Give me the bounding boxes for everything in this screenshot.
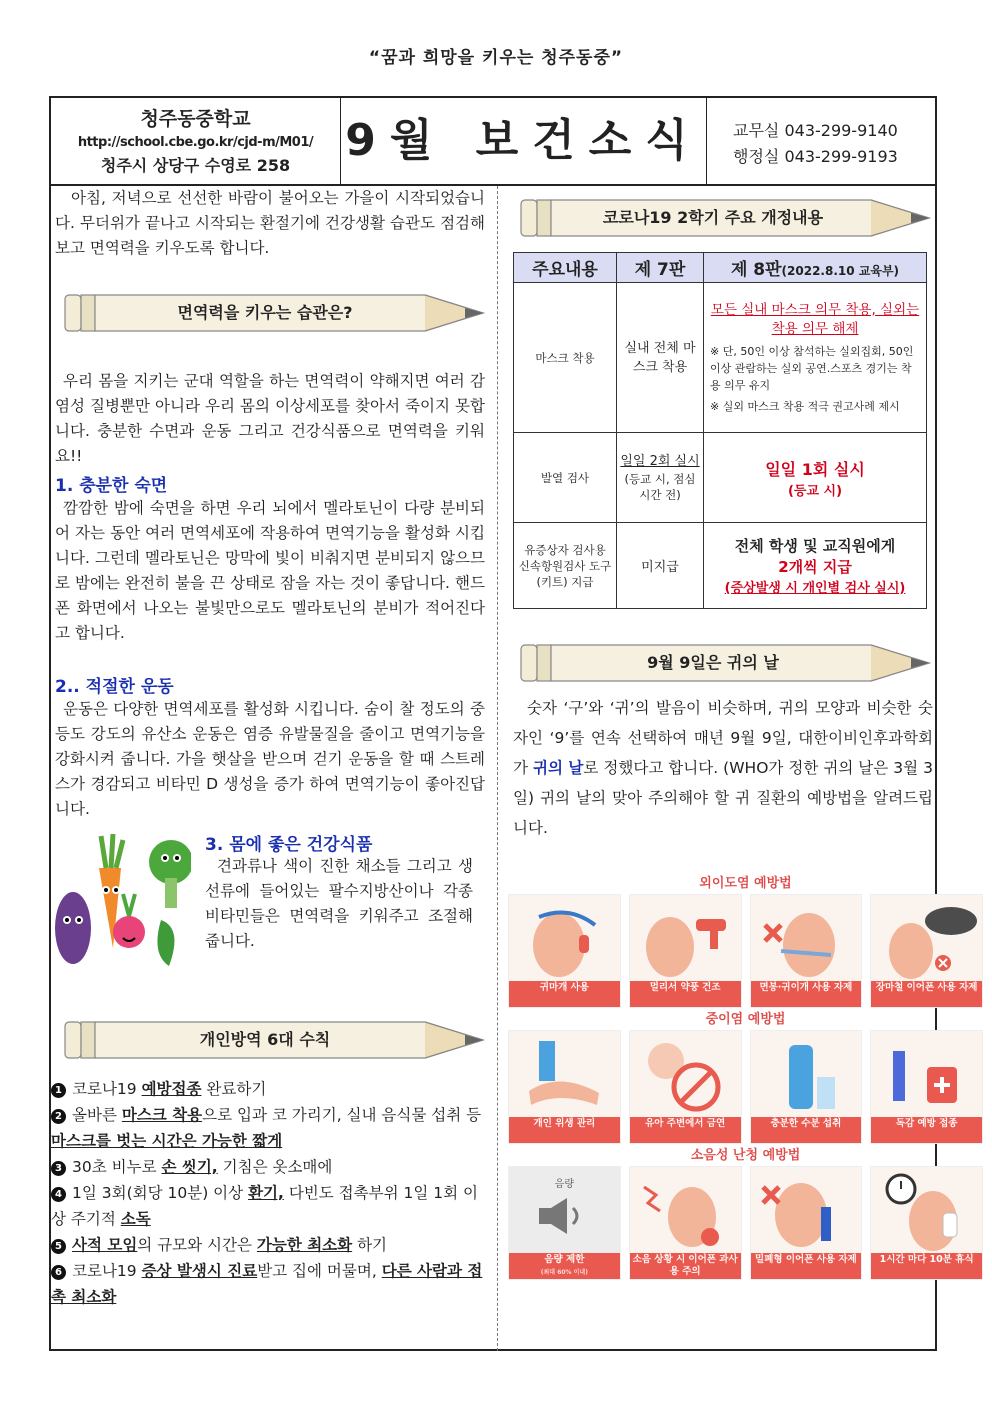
rule-number-badge: 1 bbox=[51, 1083, 66, 1098]
rule-number-badge: 3 bbox=[51, 1161, 66, 1176]
kit-count: 2개씩 지급 bbox=[778, 558, 852, 576]
phone-office: 교무실 043-299-9140 bbox=[733, 121, 898, 140]
prevention-card bbox=[750, 1030, 863, 1144]
phone-admin: 행정실 043-299-9193 bbox=[733, 147, 898, 166]
section-banner-rules bbox=[55, 1010, 487, 1070]
school-name: 청주동중학교 bbox=[140, 108, 251, 130]
table-row-label: 마스크 착용 bbox=[514, 283, 617, 433]
fever-check-old: 일일 2회 실시 bbox=[620, 453, 700, 469]
table-row-label: 발열 검사 bbox=[514, 433, 617, 523]
prevention-card bbox=[870, 1166, 983, 1280]
card-caption: 밀폐형 이어폰 사용 자제 bbox=[751, 1253, 862, 1279]
vegetables-illustration bbox=[51, 828, 191, 978]
rule-text: 하기 bbox=[352, 1236, 388, 1254]
prevention-card bbox=[629, 894, 742, 1008]
food-section bbox=[55, 828, 485, 988]
table-row-label: 유증상자 검사용 신속항원검사 도구(키트) 지급 bbox=[514, 523, 617, 609]
prevention-title: 중이염 예방법 bbox=[705, 1012, 786, 1027]
section-banner-covid bbox=[513, 188, 933, 248]
prevention-card bbox=[508, 1030, 621, 1144]
ear-prevention-infographic bbox=[504, 874, 987, 1280]
prevention-card bbox=[750, 1166, 863, 1280]
prevention-card bbox=[870, 894, 983, 1008]
rule-emphasis: 소독 bbox=[120, 1210, 151, 1228]
card-caption-note: (최대 60% 이내) bbox=[540, 1269, 588, 1276]
prevention-title: 외이도염 예방법 bbox=[699, 876, 792, 891]
rule-item bbox=[51, 1102, 485, 1154]
table-cell bbox=[704, 283, 927, 433]
section-title-covid: 코로나19 2학기 주요 개정내용 bbox=[602, 208, 824, 227]
rule-text: 1일 3회(회당 10분) 이상 bbox=[72, 1184, 249, 1202]
subsection-food-title: 3. 몸에 좋은 건강식품 bbox=[205, 835, 373, 855]
card-caption: 귀마개 사용 bbox=[509, 981, 620, 1007]
prevention-card bbox=[750, 894, 863, 1008]
section-title-ear: 9월 9일은 귀의 날 bbox=[647, 653, 779, 672]
subsection-exercise-title: 2.. 적절한 운동 bbox=[55, 677, 174, 697]
card-caption: 소음 상황 시 이어폰 과사용 주의 bbox=[630, 1253, 741, 1279]
table-header-note: (2022.8.10 교육부) bbox=[781, 264, 900, 278]
rule-number-badge: 5 bbox=[51, 1239, 66, 1254]
section-banner-ear bbox=[513, 633, 933, 693]
newsletter-title: 9월 보건소식 bbox=[341, 98, 707, 184]
school-address: 청주시 상당구 수영로 258 bbox=[100, 156, 291, 175]
school-info bbox=[51, 98, 341, 184]
prevention-title: 소음성 난청 예방법 bbox=[690, 1148, 801, 1163]
column-divider bbox=[497, 186, 498, 1351]
covid-changes-table bbox=[513, 252, 927, 609]
table-cell: 미지급 bbox=[617, 523, 704, 609]
rule-emphasis: 사적 모임 bbox=[72, 1236, 138, 1254]
prevention-cards bbox=[504, 1030, 987, 1144]
table-cell bbox=[704, 433, 927, 523]
rule-text: 의 규모와 시간은 bbox=[137, 1236, 257, 1254]
right-column bbox=[513, 186, 933, 843]
rule-item bbox=[51, 1232, 485, 1258]
card-caption: 장마철 이어폰 사용 자제 bbox=[871, 981, 982, 1007]
prevention-card bbox=[629, 1166, 742, 1280]
prevention-cards bbox=[504, 894, 987, 1008]
kit-note: (증상발생 시 개인별 검사 실시) bbox=[724, 581, 906, 596]
rule-text: 으로 입과 코 가리기, 실내 음식물 섭취 등 bbox=[202, 1106, 482, 1124]
rule-item bbox=[51, 1154, 485, 1180]
mask-note-2: ※ 실외 마스크 착용 적극 권고사례 제시 bbox=[710, 399, 900, 413]
newsletter-header bbox=[51, 98, 935, 186]
prevention-cards bbox=[504, 1166, 987, 1280]
rule-item bbox=[51, 1258, 485, 1310]
card-caption bbox=[509, 1253, 620, 1279]
kit-new: 전체 학생 및 교직원에게 bbox=[734, 537, 896, 555]
rule-emphasis: 증상 발생시 진료 bbox=[141, 1262, 258, 1280]
card-caption: 충분한 수분 섭취 bbox=[751, 1117, 862, 1143]
rule-text: 받고 집에 머물며, bbox=[257, 1262, 382, 1280]
immunity-intro: 우리 몸을 지키는 군대 역할을 하는 면역력이 약해지면 여러 감염성 질병뿐만 아니라 우리 몸의 이상세포를 찾아서 죽이지 못합니다. 충분한 수면과 운동 그리고 건강식품으로 면역력을 키워요!! bbox=[55, 372, 485, 465]
prevention-card bbox=[508, 894, 621, 1008]
prevention-card bbox=[629, 1030, 742, 1144]
card-caption: 독감 예방 접종 bbox=[871, 1117, 982, 1143]
ear-text: 로 정했다고 합니다. (WHO가 정한 귀의 날은 3월 3일) 귀의 날의 맞아 주의해야 할 귀 질환의 예방법을 알려드립니다. bbox=[513, 759, 933, 837]
prevention-card bbox=[870, 1030, 983, 1144]
newsletter-frame bbox=[49, 96, 978, 1351]
table-header: 제 7판 bbox=[617, 253, 704, 283]
section-banner-immunity bbox=[55, 283, 487, 343]
intro-paragraph: 아침, 저녁으로 선선한 바람이 불어오는 가을이 시작되었습니다. 무더위가 끝나고 시작되는 환절기에 건강생활 습관도 점검해보고 면역력을 키우도록 합니다. bbox=[55, 189, 485, 257]
prevention-card bbox=[508, 1166, 621, 1280]
rules-list bbox=[51, 1076, 485, 1310]
subsection-sleep-text: 깜깜한 밤에 숙면을 하면 우리 뇌에서 멜라토닌이 다량 분비되어 자는 동안 여러 면역세포에 작용하여 면역기능을 활성화 시킵니다. 그런데 멜라토닌은 망막에 빛이 비춰지면 분비되지 않으므로 밤에는 완전히 불을 끈 상태로 잠을 자는 것이 좋답니다. 핸드폰 화면에서 나오는 불빛만으로도 멜라토닌의 분비가 적어진다고 합니다. bbox=[55, 499, 485, 642]
rule-text: 다빈도 접촉부위 1일 1회 이상 주기적 bbox=[51, 1184, 478, 1228]
table-header-text: 제 8판 bbox=[730, 260, 782, 280]
rule-emphasis: 마스크 착용 bbox=[121, 1106, 203, 1124]
rule-text: 30초 비누로 bbox=[72, 1158, 162, 1176]
table-cell bbox=[617, 433, 704, 523]
section-title-rules: 개인방역 6대 수칙 bbox=[199, 1030, 331, 1049]
rule-emphasis: 환기, bbox=[248, 1184, 284, 1202]
card-caption: 1시간 마다 10분 휴식 bbox=[871, 1253, 982, 1279]
table-header bbox=[704, 253, 927, 283]
rule-number-badge: 6 bbox=[51, 1265, 66, 1280]
rule-item bbox=[51, 1180, 485, 1232]
volume-label: 음량 bbox=[554, 1179, 575, 1190]
subsection-food-text: 견과류나 색이 진한 채소들 그리고 생선류에 들어있는 팔수지방산이나 각종 비타민들은 면역력을 키워주고 조절해줍니다. bbox=[205, 857, 473, 950]
card-caption: 유아 주변에서 금연 bbox=[630, 1117, 741, 1143]
subsection-sleep-title: 1. 충분한 숙면 bbox=[55, 476, 168, 496]
rule-number-badge: 2 bbox=[51, 1109, 66, 1124]
rule-emphasis: 마스크를 벗는 시간은 가능한 짧게 bbox=[51, 1132, 283, 1150]
rule-text: 올바른 bbox=[72, 1106, 122, 1124]
mask-note-1: ※ 단, 50인 이상 참석하는 실외집회, 50인 이상 관람하는 실외 공연.스포츠 경기는 착용 의무 유지 bbox=[710, 344, 914, 392]
rule-text: 코로나19 bbox=[72, 1262, 142, 1280]
school-url[interactable]: http://school.cbe.go.kr/cjd-m/M01/ bbox=[77, 135, 314, 150]
fever-check-new: 일일 1회 실시 bbox=[765, 459, 865, 479]
card-caption-text: 음량 제한 bbox=[544, 1254, 585, 1265]
card-caption: 개인 위생 관리 bbox=[509, 1117, 620, 1143]
table-cell: 실내 전체 마스크 착용 bbox=[617, 283, 704, 433]
contact-info bbox=[707, 98, 935, 184]
rule-number-badge: 4 bbox=[51, 1187, 66, 1202]
left-column bbox=[51, 186, 485, 1310]
rule-text: 완료하기 bbox=[201, 1080, 267, 1098]
rule-emphasis: 예방접종 bbox=[141, 1080, 202, 1098]
subsection-exercise-text: 운동은 다양한 면역세포를 활성화 시킵니다. 숨이 찰 정도의 중등도 강도의 유산소 운동은 염증 유발물질을 줄이고 면역기능을 강화시켜 줍니다. 가을 햇살을 받으며 걷기 운동을 할 때 스트레스가 경감되고 비타민 D 생성을 증가 하여 면역기능이 좋아진답니다. bbox=[55, 700, 485, 818]
rule-emphasis: 가능한 최소화 bbox=[256, 1236, 353, 1254]
section-title-immunity: 면역력을 키우는 습관은? bbox=[177, 303, 353, 322]
mask-rule-new: 모든 실내 마스크 의무 착용, 실외는 착용 의무 해제 bbox=[710, 301, 920, 337]
rule-emphasis: 손 씻기, bbox=[161, 1158, 218, 1176]
rule-emphasis: 다른 사람과 접촉 최소화 bbox=[51, 1262, 483, 1306]
school-motto: “꿈과 희망을 키우는 청주동중” bbox=[368, 48, 624, 68]
fever-check-new-note: (등교 시) bbox=[787, 483, 843, 499]
rule-text: 코로나19 bbox=[72, 1080, 142, 1098]
ear-day-text bbox=[513, 693, 933, 843]
fever-check-old-note: (등교 시, 점심시간 전) bbox=[624, 471, 696, 502]
rule-item bbox=[51, 1076, 485, 1102]
rule-text: 기침은 옷소매에 bbox=[217, 1158, 333, 1176]
ear-text: 숫자 ‘구’와 ‘귀’의 발음이 비슷하며, 귀의 모양과 비슷한 숫자인 ‘9’를 연속 선택하여 매년 9월 9일, 대한이비인후과학회가 bbox=[513, 699, 933, 777]
card-caption: 면봉·귀이개 사용 자제 bbox=[751, 981, 862, 1007]
table-cell bbox=[704, 523, 927, 609]
ear-day-highlight: 귀의 날 bbox=[533, 759, 584, 777]
card-caption: 멀리서 약풍 건조 bbox=[630, 981, 741, 1007]
table-header: 주요내용 bbox=[514, 253, 617, 283]
